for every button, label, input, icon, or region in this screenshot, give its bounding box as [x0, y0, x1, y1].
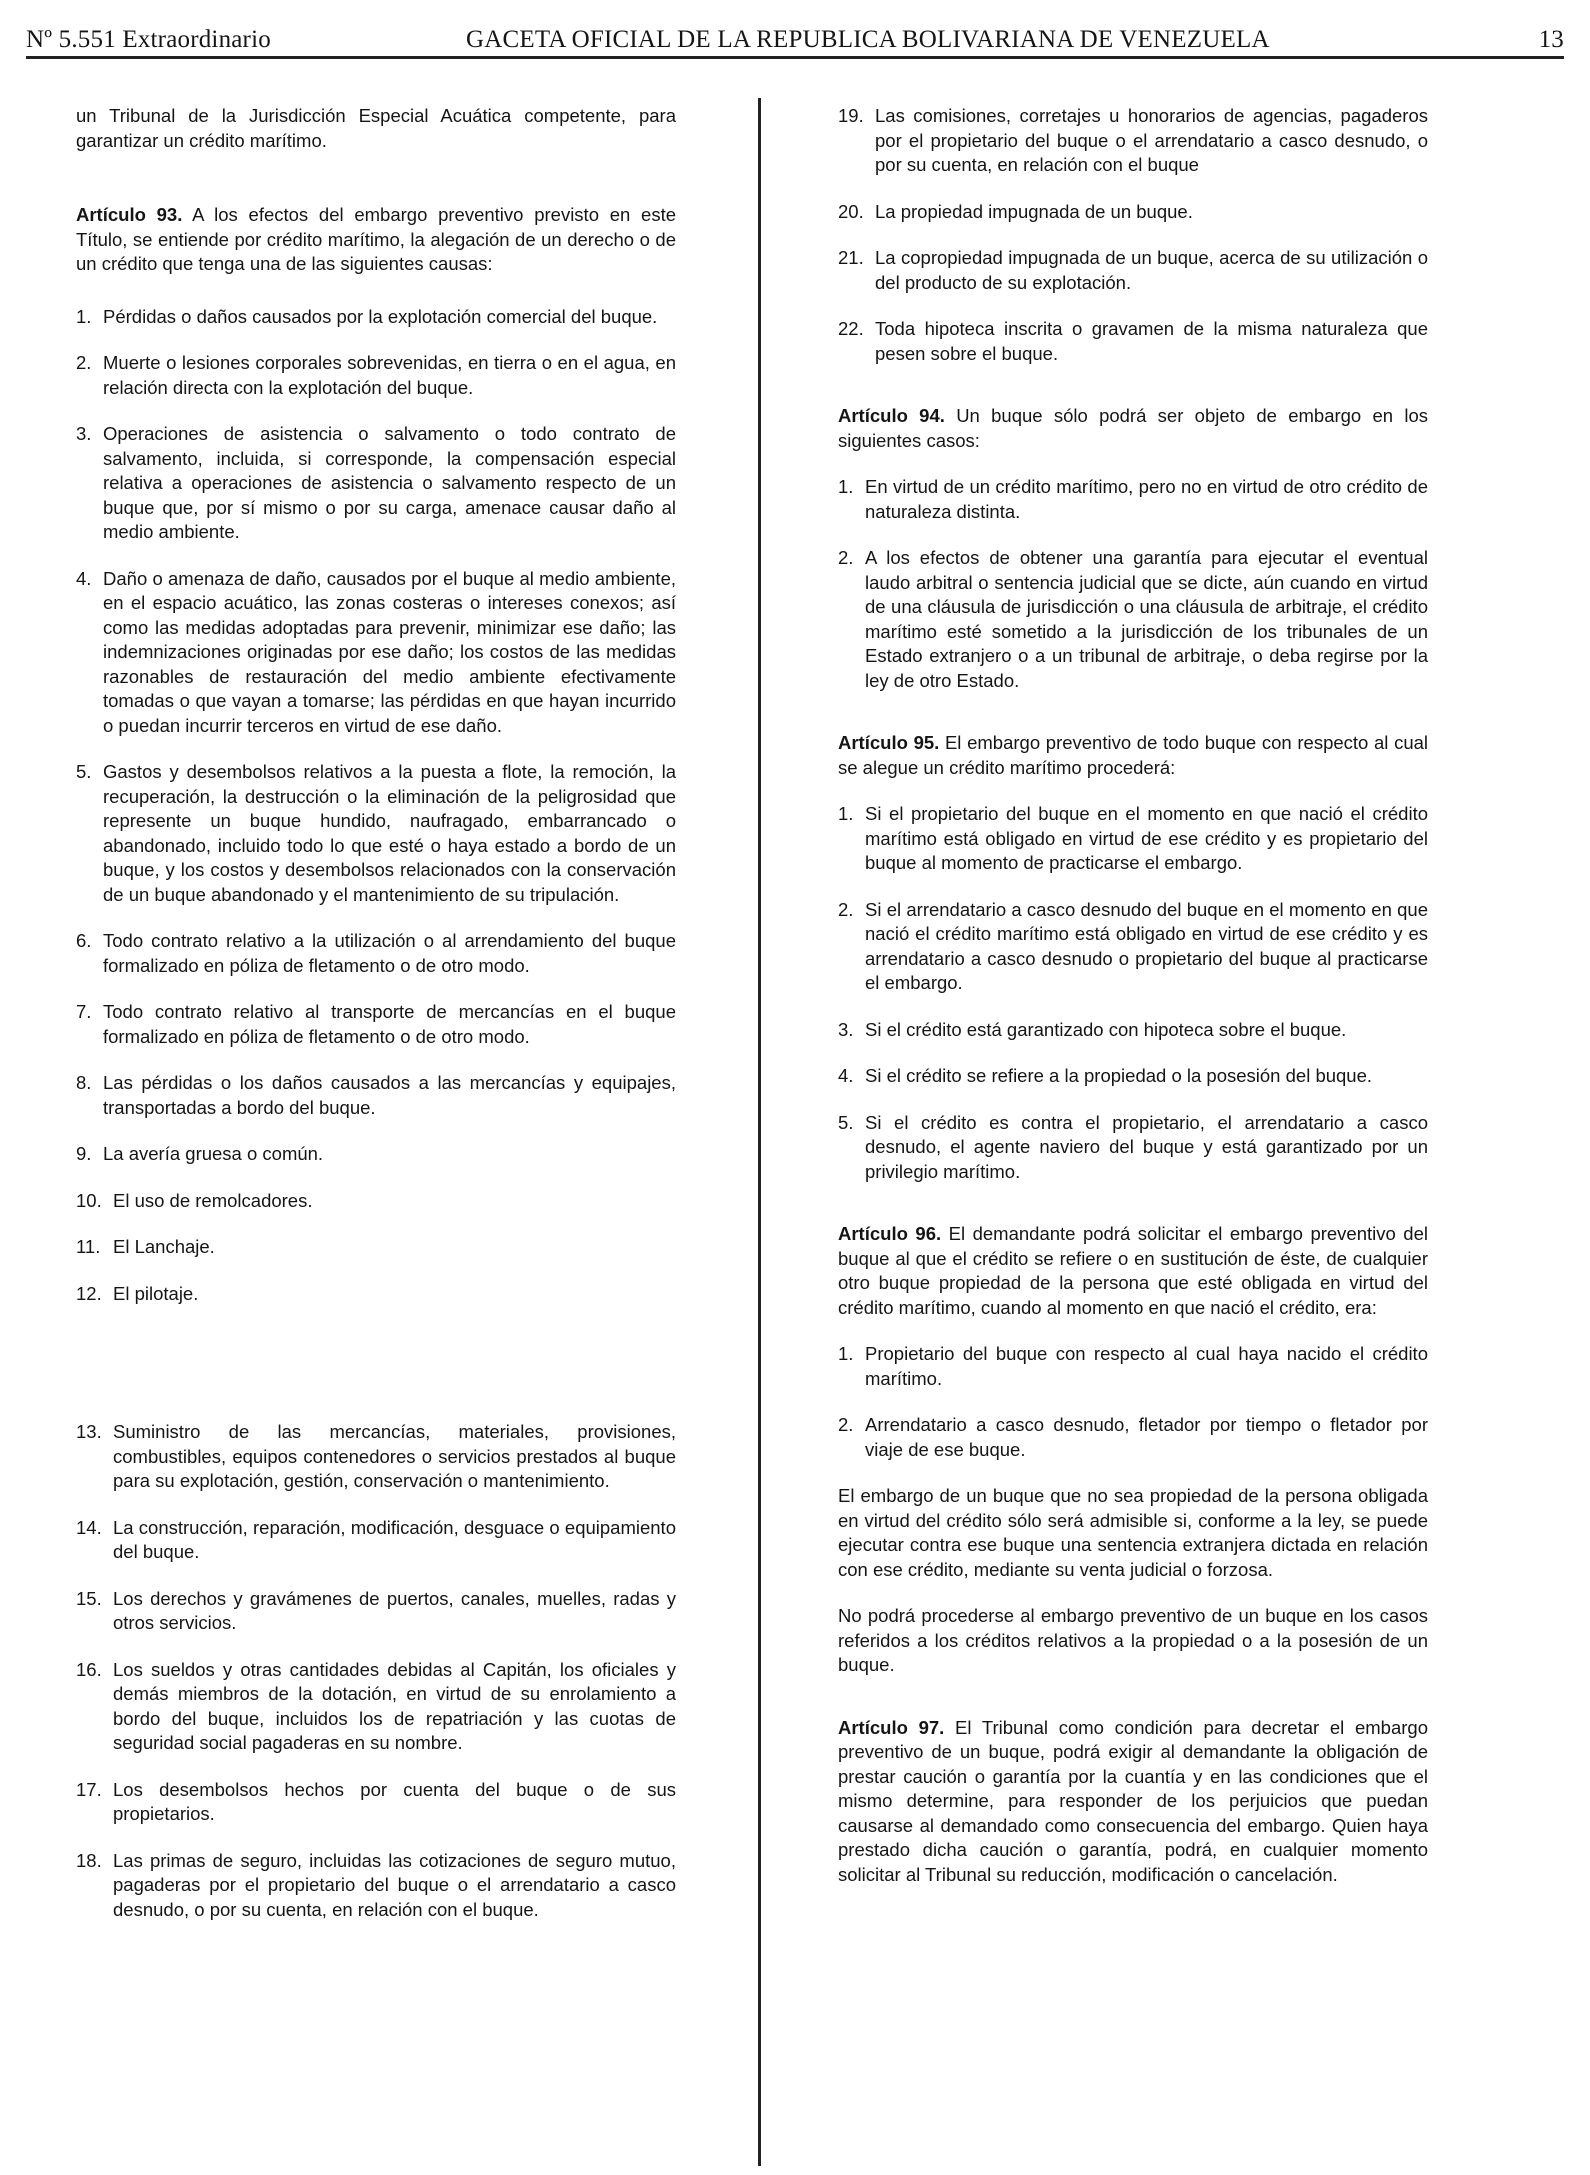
list-item — [76, 1000, 676, 1049]
item-number: 7. — [76, 1001, 92, 1022]
item-number: 3. — [838, 1018, 854, 1040]
list-item — [76, 1778, 676, 1827]
list-item — [76, 1282, 676, 1307]
item-text: Las primas de seguro, incluidas las cotizaciones de seguro mutuo, pagaderas por el propietario del buque o el arrendatario a casco desnudo, o por su cuenta, en relación con el buque. — [113, 1849, 676, 1920]
article-96-text: El demandante podrá solicitar el embargo preventivo del buque al que el crédito se refiere o en sustitución de éste, de cualquier otro buque propiedad de la persona que esté obligada en virtud del crédito marítimo, cuando al momento en que nació el crédito, era: — [838, 1223, 1428, 1318]
item-text: Las comisiones, corretajes u honorarios de agencias, pagaderos por el propietario del buque o el arrendatario a casco desnudo, o por su cuenta, en relación con el buque — [875, 105, 1428, 175]
article-93-list-end — [838, 104, 1428, 366]
item-text: Todo contrato relativo al transporte de mercancías en el buque formalizado en póliza de fletamento o de otro modo. — [103, 1001, 676, 1047]
item-text: Los sueldos y otras cantidades debidas al Capitán, los oficiales y demás miembros de la dotación, en virtud de su enrolamiento a bordo del buque, incluidos los de repatriación y las cuotas de seguridad social pagaderas en su nombre. — [113, 1658, 676, 1753]
item-text: El pilotaje. — [113, 1282, 199, 1304]
intro-paragraph: un Tribunal de la Jurisdicción Especial Acuática competente, para garantizar un crédito marítimo. — [76, 105, 676, 151]
item-number: 19. — [838, 105, 864, 126]
article-95 — [838, 731, 1428, 780]
list-item — [76, 422, 676, 545]
item-number: 2. — [76, 352, 92, 373]
item-number: 14. — [76, 1516, 102, 1538]
item-number: 15. — [76, 1587, 102, 1609]
column-gap — [76, 1328, 676, 1420]
item-number: 2. — [838, 898, 854, 920]
list-item — [76, 1189, 676, 1214]
article-96-list — [838, 1342, 1428, 1462]
list-item — [76, 1420, 676, 1494]
article-97 — [838, 1716, 1428, 1888]
item-text: La copropiedad impugnada de un buque, acerca de su utilización o del producto de su explotación. — [875, 247, 1428, 293]
item-number: 9. — [76, 1143, 92, 1164]
item-text: Pérdidas o daños causados por la explotación comercial del buque. — [103, 305, 658, 327]
list-item — [76, 1071, 676, 1120]
item-text: El Lanchaje. — [113, 1236, 215, 1257]
list-item — [838, 1111, 1428, 1185]
item-text: Arrendatario a casco desnudo, fletador por tiempo o fletador por viaje de ese buque. — [865, 1414, 1428, 1460]
list-item — [838, 1064, 1428, 1089]
item-number: 4. — [838, 1065, 854, 1086]
item-text: Si el propietario del buque en el momento en que nació el crédito marítimo está obligado en virtud de ese crédito y es propietario del buque al momento de practicarse el embargo. — [865, 803, 1428, 873]
item-text: Si el crédito se refiere a la propiedad o la posesión del buque. — [865, 1065, 1373, 1086]
page-number: 13 — [1538, 26, 1564, 53]
header-rule — [26, 56, 1564, 59]
item-text: Suministro de las mercancías, materiales, provisiones, combustibles, equipos contenedores o servicios prestados al buque para su explotación, gestión, conservación o mantenimiento. — [113, 1421, 676, 1491]
item-text: El uso de remolcadores. — [113, 1189, 313, 1211]
item-number: 21. — [838, 247, 864, 268]
item-text: Muerte o lesiones corporales sobrevenidas, en tierra o en el agua, en relación directa con la explotación del buque. — [103, 352, 676, 398]
item-text: Todo contrato relativo a la utilización o al arrendamiento del buque formalizado en póliza de fletamento o de otro modo. — [103, 930, 676, 976]
item-text: En virtud de un crédito marítimo, pero no en virtud de otro crédito de naturaleza distinta. — [865, 476, 1428, 522]
list-item — [76, 1235, 676, 1260]
list-item — [76, 760, 676, 907]
item-text: Operaciones de asistencia o salvamento o todo contrato de salvamento, incluida, si corresponde, la compensación especial relativa a operaciones de asistencia o salvamento respecto de un buque que, por sí mismo o por su carga, amenace causar daño al medio ambiente. — [103, 423, 676, 542]
list-item — [76, 1849, 676, 1923]
list-item — [838, 546, 1428, 693]
article-93-text: A los efectos del embargo preventivo previsto en este Título, se entiende por crédito marítimo, la alegación de un derecho o de un crédito que tenga una de las siguientes causas: — [76, 204, 677, 274]
item-number: 8. — [76, 1072, 92, 1093]
article-96-paragraph-1: El embargo de un buque que no sea propiedad de la persona obligada en virtud del crédito sólo será admisible si, conforme a la ley, se puede ejecutar contra ese buque una sentencia extranjera dictada en relación con ese crédito, mediante su venta judicial o forzosa. — [838, 1485, 1428, 1580]
item-number: 13. — [76, 1421, 102, 1442]
article-97-text: El Tribunal como condición para decretar el embargo preventivo de un buque, podrá exigir al demandante la obligación de prestar caución o garantía por la cuantía y en las condiciones que el mismo determine, para responder de los perjuicios que puedan causarse al demandado como consecuencia del embargo. Quien haya prestado dicha caución o garantía, podrá, en cualquier momento solicitar al Tribunal su reducción, modificación o cancelación. — [838, 1716, 1428, 1885]
article-93 — [76, 203, 676, 277]
list-item — [76, 351, 676, 400]
list-item — [76, 1587, 676, 1636]
list-item — [76, 567, 676, 739]
list-item — [838, 246, 1428, 295]
article-93-list-continued — [76, 1420, 676, 1922]
list-item — [76, 1142, 676, 1167]
gazette-title: GACETA OFICIAL DE LA REPUBLICA BOLIVARIANA DE VENEZUELA — [466, 26, 1270, 53]
item-text: La propiedad impugnada de un buque. — [875, 200, 1193, 222]
issue-number: Nº 5.551 Extraordinario — [26, 26, 271, 53]
item-number: 18. — [76, 1849, 102, 1871]
item-text: Si el crédito está garantizado con hipoteca sobre el buque. — [865, 1018, 1347, 1040]
list-item — [838, 1342, 1428, 1391]
item-text: Gastos y desembolsos relativos a la puesta a flote, la remoción, la recuperación, la destrucción o la eliminación de la peligrosidad que represente un buque hundido, naufragado, embarrancado o abandonado, incluido todo lo que esté o haya estado a bordo de un buque, y los costos y desembolsos relacionados con la conservación de un buque abandonado y el mantenimiento de su tripulación. — [103, 761, 676, 905]
item-text: Toda hipoteca inscrita o gravamen de la misma naturaleza que pesen sobre el buque. — [875, 318, 1428, 364]
item-number: 2. — [838, 1414, 854, 1435]
column-divider — [758, 98, 761, 2166]
article-95-list — [838, 802, 1428, 1184]
article-96-paragraph-2: No podrá procederse al embargo preventivo de un buque en los casos referidos a los créditos relativos a la propiedad o a la posesión de un buque. — [838, 1605, 1428, 1675]
item-number: 16. — [76, 1658, 102, 1680]
item-number: 2. — [838, 547, 854, 568]
list-item — [838, 317, 1428, 366]
item-number: 5. — [76, 761, 92, 782]
list-item — [76, 305, 676, 330]
right-column — [838, 104, 1428, 1887]
article-93-list — [76, 305, 676, 1307]
item-text: A los efectos de obtener una garantía para ejecutar el eventual laudo arbitral o sentencia judicial que se dicte, aún cuando en virtud de una cláusula de jurisdicción o una cláusula de arbitraje, el crédito marítimo esté sometido a la jurisdicción de los tribunales de un Estado extranjero o a un tribunal de arbitraje, o deba regirse por la ley de otro Estado. — [865, 547, 1428, 691]
article-97-heading: Artículo 97. — [838, 1716, 945, 1738]
item-number: 20. — [838, 200, 864, 222]
item-number: 6. — [76, 930, 92, 951]
left-column — [76, 104, 676, 1944]
item-number: 10. — [76, 1189, 102, 1211]
item-text: La construcción, reparación, modificación, desguace o equipamiento del buque. — [113, 1516, 676, 1562]
item-text: Daño o amenaza de daño, causados por el buque al medio ambiente, en el espacio acuático, las zonas costeras o intereses conexos; así como las medidas adoptadas para prevenir, minimizar ese daño; las indemnizaciones originadas por ese daño; los costos de las medidas razonables de restauración del medio ambiente efectivamente tomadas o que vayan a tomarse; las pérdidas en que hayan incurrido o puedan incurrir terceros en virtud de ese daño. — [103, 567, 676, 736]
item-text: Los derechos y gravámenes de puertos, canales, muelles, radas y otros servicios. — [113, 1587, 676, 1633]
list-item — [838, 802, 1428, 876]
list-item — [838, 475, 1428, 524]
page-header — [26, 26, 1564, 56]
article-94 — [838, 404, 1428, 453]
item-number: 22. — [838, 318, 864, 339]
list-item — [838, 1413, 1428, 1462]
item-number: 1. — [838, 476, 854, 497]
list-item — [76, 1658, 676, 1756]
article-94-list — [838, 475, 1428, 693]
article-94-text: Un buque sólo podrá ser objeto de embargo en los siguientes casos: — [838, 405, 1429, 451]
item-number: 11. — [76, 1236, 101, 1257]
item-number: 4. — [76, 567, 92, 589]
article-94-heading: Artículo 94. — [838, 405, 945, 426]
item-text: Si el crédito es contra el propietario, el arrendatario a casco desnudo, el agente naviero del buque y está garantizado por un privilegio marítimo. — [865, 1111, 1428, 1182]
list-item — [76, 1516, 676, 1565]
list-item — [838, 1018, 1428, 1043]
list-item — [838, 104, 1428, 178]
item-text: La avería gruesa o común. — [103, 1143, 324, 1164]
item-number: 1. — [76, 305, 92, 327]
list-item — [838, 898, 1428, 996]
list-item — [76, 929, 676, 978]
article-95-heading: Artículo 95. — [838, 732, 940, 753]
item-number: 1. — [838, 1343, 854, 1364]
item-number: 3. — [76, 423, 92, 444]
article-96-heading: Artículo 96. — [838, 1223, 942, 1244]
list-item — [838, 200, 1428, 225]
article-95-text: El embargo preventivo de todo buque con respecto al cual se alegue un crédito marítimo procederá: — [838, 732, 1429, 778]
item-text: Propietario del buque con respecto al cual haya nacido el crédito marítimo. — [865, 1343, 1428, 1389]
item-text: Las pérdidas o los daños causados a las mercancías y equipajes, transportadas a bordo del buque. — [103, 1072, 676, 1118]
item-number: 12. — [76, 1282, 102, 1304]
item-number: 17. — [76, 1778, 102, 1800]
article-96 — [838, 1222, 1428, 1320]
item-number: 5. — [838, 1111, 854, 1133]
article-93-heading: Artículo 93. — [76, 204, 183, 225]
item-text: Los desembolsos hechos por cuenta del buque o de sus propietarios. — [113, 1778, 676, 1824]
item-text: Si el arrendatario a casco desnudo del buque en el momento en que nació el crédito marítimo está obligado en virtud de ese crédito y es arrendatario a casco desnudo o propietario del buque al practicarse el embargo. — [865, 898, 1428, 993]
item-number: 1. — [838, 803, 854, 824]
